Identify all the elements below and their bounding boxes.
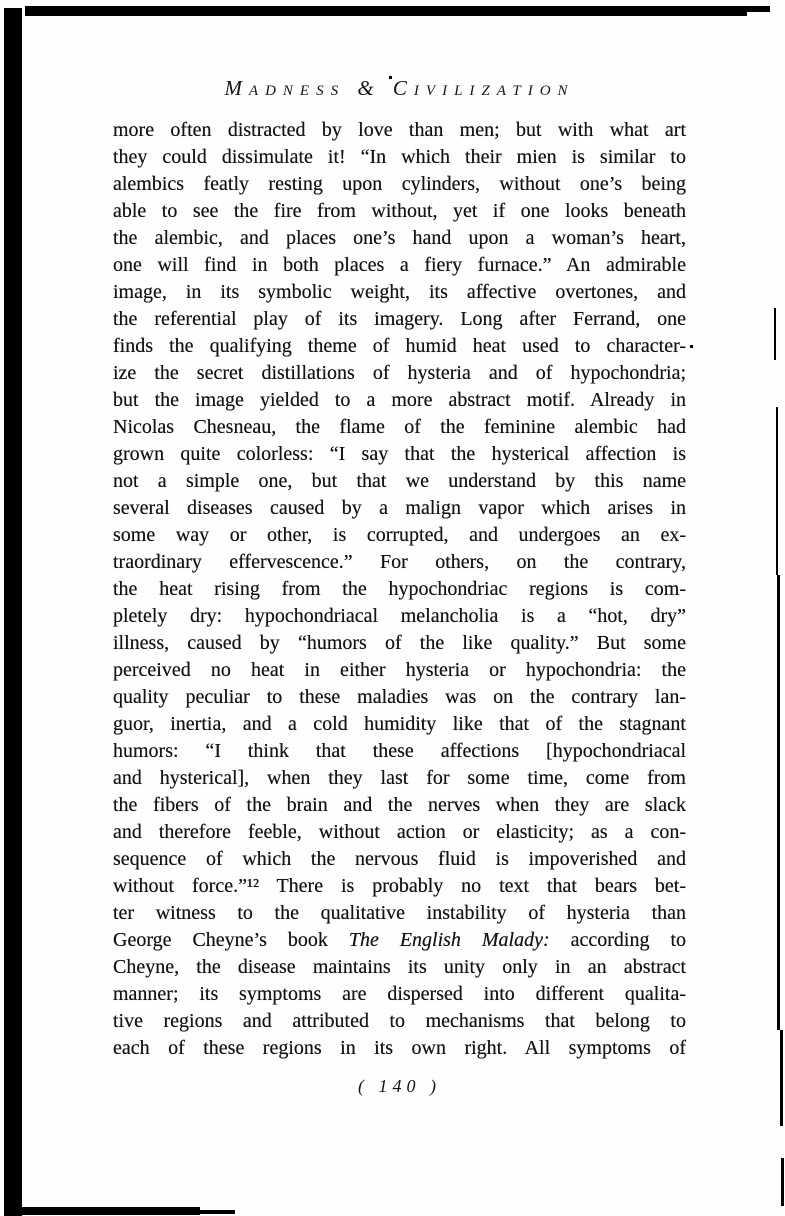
text-line: without force.”¹² There is probably no text that bears bet- [113, 875, 686, 897]
text-segment: George Cheyne’s book [113, 929, 349, 951]
text-segment: according to [549, 929, 686, 951]
scan-edge-right-segment [776, 407, 778, 575]
scan-edge-right-segment [774, 308, 776, 360]
scan-edge-right-segment [781, 1158, 784, 1206]
scan-edge-right-segment [777, 575, 780, 1030]
text-line: more often distracted by love than men; but with what art [113, 119, 686, 141]
text-line: one will find in both places a fiery furnace.” An admirable [113, 254, 686, 276]
scan-edge-bottom-thin [200, 1210, 235, 1214]
text-line: illness, caused by “humors of the like quality.” But some [113, 632, 686, 654]
text-line: ter witness to the qualitative instability of hysteria than [113, 902, 686, 924]
text-line: some way or other, is corrupted, and undergoes an ex- [113, 524, 686, 546]
text-line: the heat rising from the hypochondriac regions is com- [113, 578, 686, 600]
text-line: traordinary effervescence.” For others, on the contrary, [113, 551, 686, 573]
text-line: the fibers of the brain and the nerves when they are slack [113, 794, 686, 816]
text-line: alembics featly resting upon cylinders, without one’s being [113, 173, 686, 195]
text-line: image, in its symbolic weight, its affective overtones, and [113, 281, 686, 303]
text-line: but the image yielded to a more abstract motif. Already in [113, 389, 686, 411]
text-line: the referential play of its imagery. Long after Ferrand, one [113, 308, 686, 330]
text-line: grown quite colorless: “I say that the hysterical affection is [113, 443, 686, 465]
text-line: each of these regions in its own right. All symptoms of [113, 1037, 686, 1059]
text-line: quality peculiar to these maladies was on the contrary lan- [113, 686, 686, 708]
text-line: guor, inertia, and a cold humidity like that of the stagnant [113, 713, 686, 735]
text-line: and therefore feeble, without action or elasticity; as a con- [113, 821, 686, 843]
scan-edge-left [4, 8, 22, 1216]
text-line: humors: “I think that these affections [hypochondriacal [113, 740, 686, 762]
text-line: pletely dry: hypochondriacal melancholia is a “hot, dry” [113, 605, 686, 627]
text-line: finds the qualifying theme of humid heat used to character- [113, 335, 686, 357]
scan-edge-right-segment [780, 1030, 783, 1126]
scan-edge-top [25, 6, 747, 16]
text-line: several diseases caused by a malign vapor which arises in [113, 497, 686, 519]
text-line: and hysterical], when they last for some time, come from [113, 767, 686, 789]
page-number: ( 140 ) [358, 1076, 441, 1096]
text-line: sequence of which the nervous fluid is impoverished and [113, 848, 686, 870]
body-text [113, 117, 686, 1062]
text-line: perceived no heat in either hysteria or hypochondria: the [113, 659, 686, 681]
running-head: Madness & Civilization [224, 76, 575, 100]
text-line: ize the secret distillations of hysteria and of hypochondria; [113, 362, 686, 384]
text-line: the alembic, and places one’s hand upon a woman’s heart, [113, 227, 686, 249]
text-line: Cheyne, the disease maintains its unity only in an abstract [113, 956, 686, 978]
text-line: Nicolas Chesneau, the flame of the feminine alembic had [113, 416, 686, 438]
text-line: manner; its symptoms are dispersed into different qualita- [113, 983, 686, 1005]
text-line: tive regions and attributed to mechanisms that belong to [113, 1010, 686, 1032]
scan-speck [690, 345, 693, 348]
scan-edge-top-step [747, 6, 770, 12]
book-title-italic: The English Malady: [348, 929, 550, 951]
text-line-with-italic-title [113, 927, 686, 954]
text-line: they could dissimulate it! “In which their mien is similar to [113, 146, 686, 168]
text-line: not a simple one, but that we understand by this name [113, 470, 686, 492]
scan-edge-bottom [20, 1207, 200, 1215]
text-line: able to see the fire from without, yet if one looks beneath [113, 200, 686, 222]
